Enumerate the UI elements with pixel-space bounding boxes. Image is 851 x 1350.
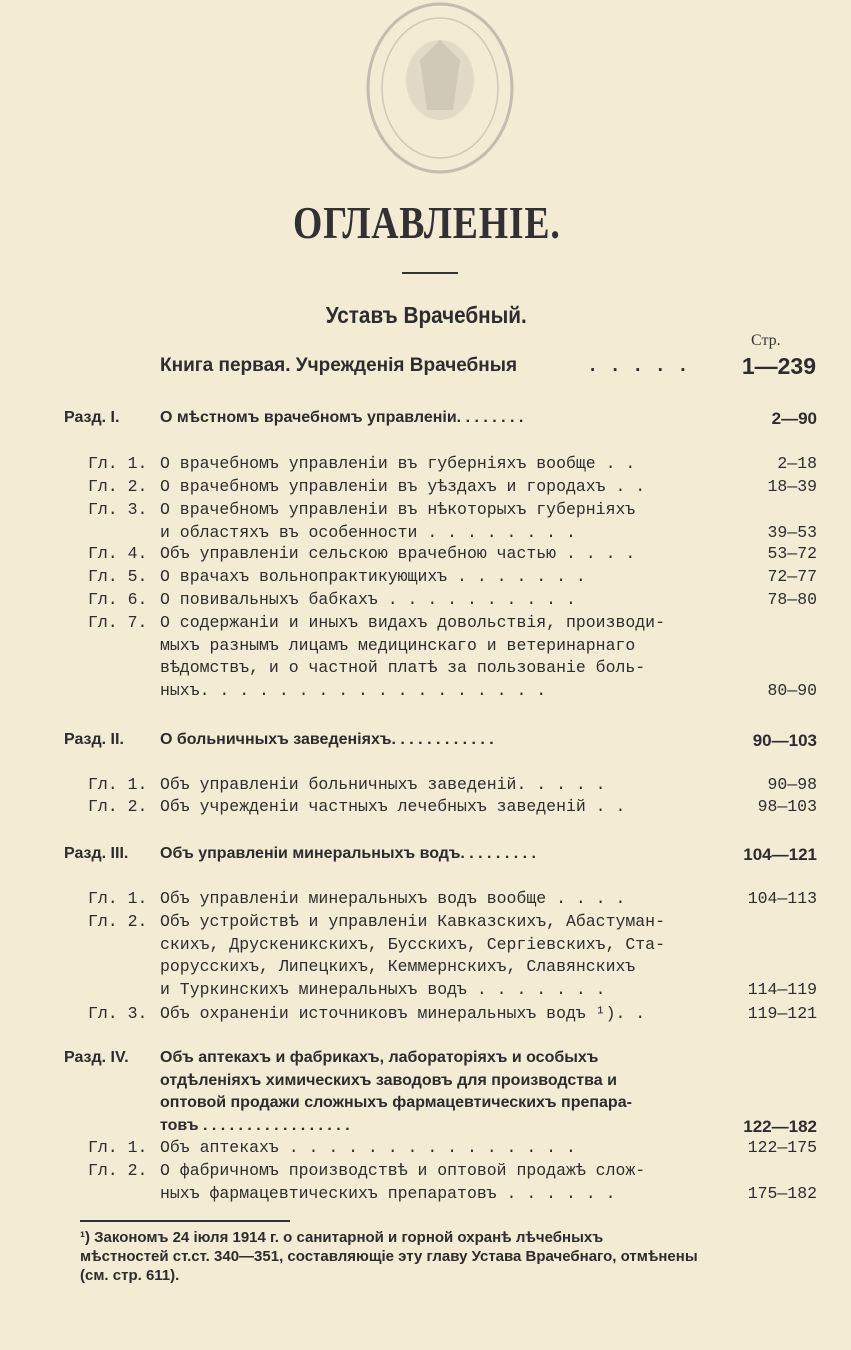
entry-text: О повивальныхъ бабкахъ . . . . . . . . . . (160, 590, 576, 609)
entry-pages: 104—121 (743, 845, 817, 864)
subtitle: Уставъ Врачебный. (325, 302, 527, 328)
entry-text: О врачебномъ управленіи въ нѣкоторыхъ губерніяхъ (160, 500, 636, 519)
entry-text: Объ управленіи больничныхъ заведеній. . . . . (160, 775, 606, 794)
entry-label: Гл. 1. (88, 889, 148, 908)
entry-label: Гл. 7. (88, 613, 148, 632)
footnote-divider (80, 1220, 290, 1222)
entry-text: О больничныхъ заведеніяхъ. . . . . . . . . . . . (160, 731, 494, 748)
entry-label: Гл. 3. (88, 500, 148, 519)
entry-label: Гл. 1. (88, 454, 148, 473)
library-stamp (363, 0, 517, 180)
entry-label: Гл. 2. (88, 912, 148, 931)
entry-text: Объ охраненіи источниковъ минеральныхъ водъ ¹). . (160, 1004, 646, 1023)
book-pages: 1—239 (741, 353, 816, 379)
entry-text: О мѣстномъ врачебномъ управленіи. . . . . . . . (160, 409, 524, 426)
entry-text: и областяхъ въ особенности . . . . . . . . (160, 522, 576, 542)
title-divider (402, 272, 458, 274)
entry-pages: 114—119 (747, 980, 817, 1000)
entry-text: и Туркинскихъ минеральныхъ водъ . . . . . . . (160, 980, 606, 1000)
entry-label: Гл. 4. (88, 544, 148, 563)
book-heading (160, 355, 820, 381)
entry-text: Объ управленіи сельскою врачебною частью . . . . (160, 544, 636, 563)
entry-label: Гл. 1. (88, 1138, 148, 1157)
entry-pages: 175—182 (747, 1183, 817, 1203)
entry-text: отдѣленіяхъ химическихъ заводовъ для производства и (160, 1071, 617, 1089)
entry-pages: 18—39 (767, 477, 817, 496)
page-title: ОГЛАВЛЕНІЕ. (293, 197, 561, 248)
entry-pages: 122—175 (747, 1138, 817, 1157)
entry-text: ныхъ. . . . . . . . . . . . . . . . . . (160, 681, 547, 701)
entry-pages: 53—72 (767, 544, 817, 563)
page-column-label: Стр. (751, 332, 781, 349)
entry-text: О врачебномъ управленіи въ губерніяхъ вообще . . (160, 454, 636, 473)
entry-pages: 98—103 (757, 797, 817, 816)
entry-pages: 104—113 (747, 889, 817, 908)
entry-text: Объ аптекахъ и фабрикахъ, лабораторіяхъ и особыхъ (160, 1049, 599, 1066)
entry-label: Гл. 2. (88, 1161, 148, 1180)
entry-pages: 39—53 (767, 522, 817, 542)
entry-text: Объ устройствѣ и управленіи Кавказскихъ, Абастуман- (160, 912, 665, 931)
entry-pages: 80—90 (767, 681, 817, 701)
entry-label: Разд. III. (64, 845, 129, 862)
entry-pages: 78—80 (767, 590, 817, 609)
entry-text: Объ аптекахъ . . . . . . . . . . . . . . . (160, 1138, 576, 1157)
entry-pages: 90—103 (752, 731, 817, 750)
entry-text: ныхъ фармацевтическихъ препаратовъ . . . . . . (160, 1183, 616, 1203)
footnote-line: (см. стр. 611). (80, 1267, 180, 1284)
footnote (80, 1228, 824, 1285)
footnote-line: ¹) Закономъ 24 іюля 1914 г. о санитарной и горной охранѣ лѣчебныхъ (80, 1229, 604, 1246)
entry-text: О содержаніи и иныхъ видахъ довольствія, производи- (160, 613, 665, 632)
entry-label: Гл. 3. (88, 1004, 148, 1023)
entry-pages: 122—182 (743, 1117, 817, 1137)
entry-pages: 2—90 (771, 409, 817, 428)
entry-label: Гл. 1. (88, 775, 148, 794)
entry-pages: 72—77 (767, 567, 817, 586)
entry-label: Разд. IV. (64, 1049, 129, 1066)
entry-text: рорусскихъ, Липецкихъ, Кеммернскихъ, Славянскихъ (160, 957, 636, 977)
entry-label: Разд. I. (64, 409, 120, 426)
entry-label: Гл. 2. (88, 477, 148, 496)
entry-pages: 90—98 (767, 775, 817, 794)
footnote-line: мѣстностей ст.ст. 340—351, составляющіе эту главу Устава Врачебнаго, отмѣнены (80, 1248, 698, 1265)
entry-label: Гл. 6. (88, 590, 148, 609)
book-leader: . . . . . (590, 355, 692, 376)
entry-text: вѣдомствъ, и о частной платѣ за пользованіе боль- (160, 658, 646, 678)
entry-text: Объ управленіи минеральныхъ водъ вообще . . . . (160, 889, 626, 908)
entry-label: Гл. 5. (88, 567, 148, 586)
entry-text: мыхъ разнымъ лицамъ медицинскаго и ветеринарнаго (160, 635, 636, 655)
entry-text: товъ . . . . . . . . . . . . . . . . . (160, 1117, 350, 1135)
entry-pages: 119—121 (747, 1004, 817, 1023)
entry-pages: 2—18 (777, 454, 817, 473)
entry-text: скихъ, Друскеникскихъ, Бусскихъ, Сергіевскихъ, Ста- (160, 934, 665, 954)
entry-text: Объ учрежденіи частныхъ лечебныхъ заведеній . . (160, 797, 626, 816)
entry-label: Разд. II. (64, 731, 124, 748)
entry-text: Объ управленіи минеральныхъ водъ. . . . . . . . . (160, 845, 536, 862)
entry-text: О врачебномъ управленіи въ уѣздахъ и городахъ . . (160, 477, 646, 496)
entry-text: оптовой продажи сложныхъ фармацевтическихъ препара- (160, 1094, 632, 1112)
entry-text: О фабричномъ производствѣ и оптовой продажѣ слож- (160, 1161, 646, 1180)
entry-label: Гл. 2. (88, 797, 148, 816)
entry-text: О врачахъ вольнопрактикующихъ . . . . . . . (160, 567, 586, 586)
book-title: Книга первая. Учрежденія Врачебныя (160, 355, 518, 376)
